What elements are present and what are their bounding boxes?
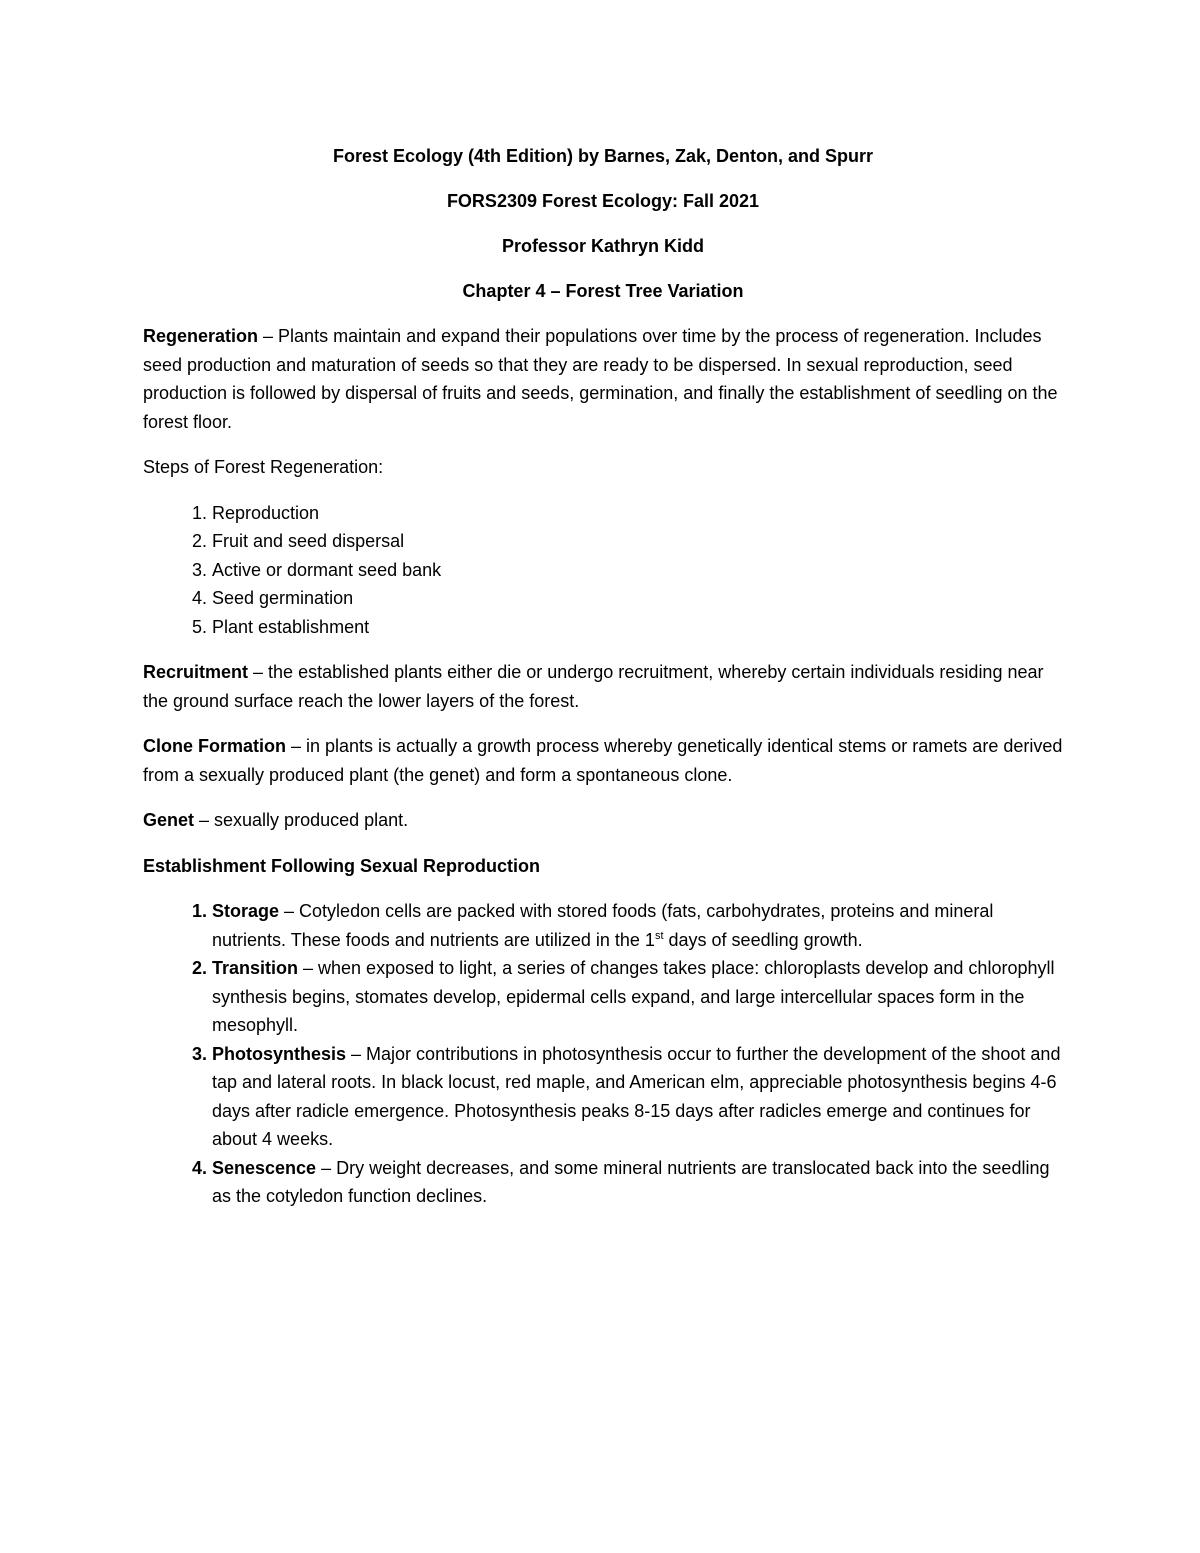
recruitment-paragraph — [143, 658, 1063, 715]
regeneration-text: – Plants maintain and expand their populations over time by the process of regeneration. Includes seed production and maturation of seeds so that they are ready to be dispersed. In sexual reproduction, seed production is followed by dispersal of fruits and seeds, germination, and finally the establishment of seedling on the forest floor. — [143, 326, 1058, 432]
transition-term: Transition — [212, 958, 299, 978]
list-item: 5. Plant establishment — [212, 613, 1063, 642]
storage-text-end: days of seedling growth. — [663, 929, 863, 950]
regeneration-paragraph — [143, 322, 1063, 436]
clone-paragraph — [143, 732, 1063, 789]
list-item: 1. Reproduction — [212, 499, 1063, 528]
list-item — [212, 1040, 1063, 1154]
list-item — [212, 1154, 1063, 1211]
list-item: 3. Active or dormant seed bank — [212, 556, 1063, 585]
photosynthesis-text: – Major contributions in photosynthesis occur to further the development of the shoot and tap and lateral roots. In black locust, red maple, and American elm, appreciable photosynthesis begins 4-6 days after radicle emergence. Photosynthesis peaks 8-15 days after radicles emerge and continues for about 4 weeks. — [212, 1043, 1061, 1149]
steps-list — [143, 499, 1063, 642]
document-page — [143, 142, 1063, 1228]
genet-term: Genet — [143, 810, 195, 830]
genet-text: – sexually produced plant. — [194, 810, 409, 830]
storage-term: Storage — [212, 901, 280, 921]
book-title: Forest Ecology (4th Edition) by Barnes, Zak, Denton, and Spurr — [332, 146, 874, 166]
list-item — [212, 897, 1063, 954]
course-title: FORS2309 Forest Ecology: Fall 2021 — [446, 191, 760, 211]
senescence-term: Senescence — [212, 1157, 317, 1178]
list-item — [212, 954, 1063, 1040]
establishment-list — [143, 897, 1063, 1211]
genet-paragraph — [143, 806, 1063, 835]
steps-intro: Steps of Forest Regeneration: — [143, 457, 384, 477]
professor-name: Professor Kathryn Kidd — [501, 236, 705, 256]
storage-text: – Cotyledon cells are packed with stored foods (fats, carbohydrates, proteins and mineral nutrients. These foods and nutrients are utilized in the 1 — [212, 901, 994, 950]
recruitment-term: Recruitment — [143, 662, 249, 682]
regeneration-term: Regeneration — [143, 326, 259, 346]
establishment-heading: Establishment Following Sexual Reproduction — [143, 855, 541, 876]
photosynthesis-term: Photosynthesis — [212, 1043, 347, 1064]
ordinal-suffix: st — [654, 929, 664, 942]
clone-term: Clone Formation — [143, 736, 286, 756]
senescence-text: – Dry weight decreases, and some mineral nutrients are translocated back into the seedling as the cotyledon function declines. — [212, 1157, 1050, 1206]
list-item: 4. Seed germination — [212, 584, 1063, 613]
chapter-title: Chapter 4 – Forest Tree Variation — [462, 281, 744, 301]
list-item: 2. Fruit and seed dispersal — [212, 527, 1063, 556]
transition-text: – when exposed to light, a series of changes takes place: chloroplasts develop and chlorophyll synthesis begins, stomates develop, epidermal cells expand, and large intercellular spaces form in the mesophyll. — [212, 958, 1055, 1035]
clone-text: – in plants is actually a growth process whereby genetically identical stems or ramets are derived from a sexually produced plant (the genet) and form a spontaneous clone. — [143, 736, 1063, 785]
recruitment-text: – the established plants either die or undergo recruitment, whereby certain individuals residing near the ground surface reach the lower layers of the forest. — [143, 662, 1044, 711]
